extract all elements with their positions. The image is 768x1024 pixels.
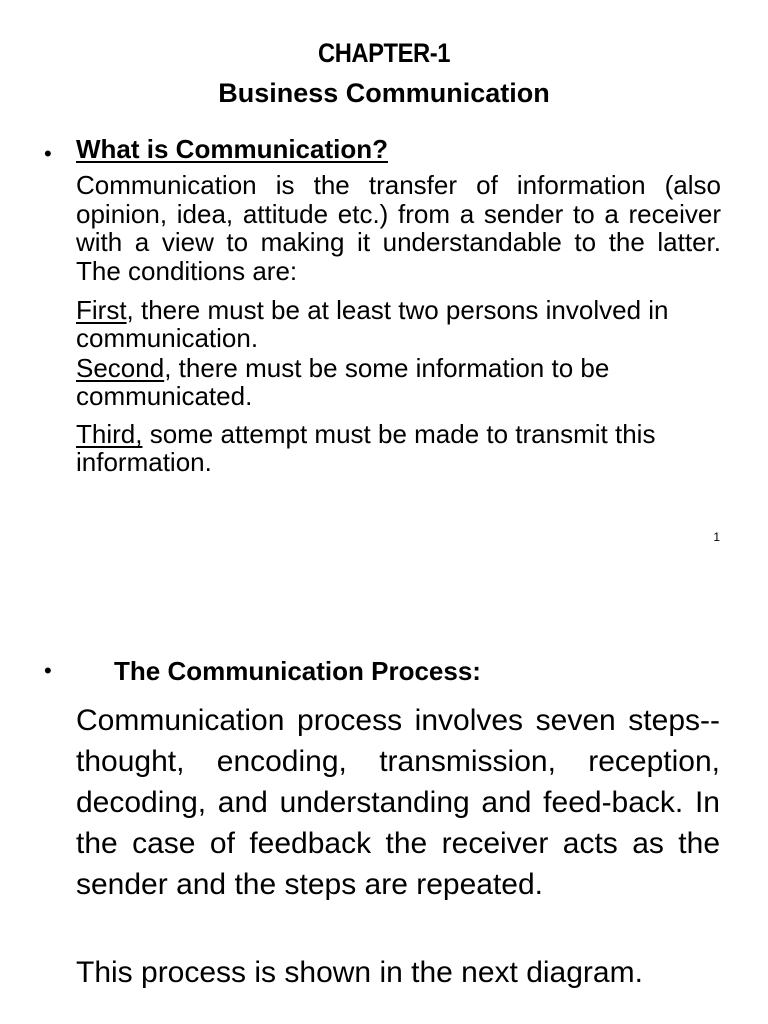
- document-title: Business Communication: [218, 78, 550, 108]
- section-heading-what-is-communication: What is Communication?: [76, 134, 388, 164]
- condition-second-label: Second: [76, 353, 165, 383]
- diagram-note: This process is shown in the next diagram.: [76, 956, 643, 989]
- condition-third-label: Third,: [76, 419, 143, 449]
- bullet-marker: •: [44, 141, 52, 166]
- condition-first: [76, 296, 736, 352]
- slide-2: [0, 600, 768, 1024]
- page-number: 1: [713, 530, 720, 544]
- section-heading-communication-process: The Communication Process:: [114, 656, 481, 686]
- chapter-label: CHAPTER-1: [317, 38, 450, 68]
- definition-paragraph: Communication is the transfer of information (also opinion, idea, attitude etc.) from a sender to a receiver with a view to making it understandable to the latter. The conditions are:: [76, 170, 721, 286]
- condition-first-label: First: [76, 295, 127, 325]
- condition-first-text: , there must be at least two persons involved in communication.: [76, 295, 669, 353]
- condition-second-text: , there must be some information to be communicated.: [76, 353, 610, 411]
- condition-second: [76, 354, 736, 410]
- condition-third-text: some attempt must be made to transmit this information.: [76, 419, 656, 477]
- condition-third: [76, 420, 736, 476]
- bullet-marker: •: [44, 658, 52, 683]
- process-paragraph: Communication process involves seven steps--thought, encoding, transmission, reception, decoding, and understanding and feed-back. In the case of feedback the receiver acts as the sender and the steps are repeated.: [76, 704, 720, 901]
